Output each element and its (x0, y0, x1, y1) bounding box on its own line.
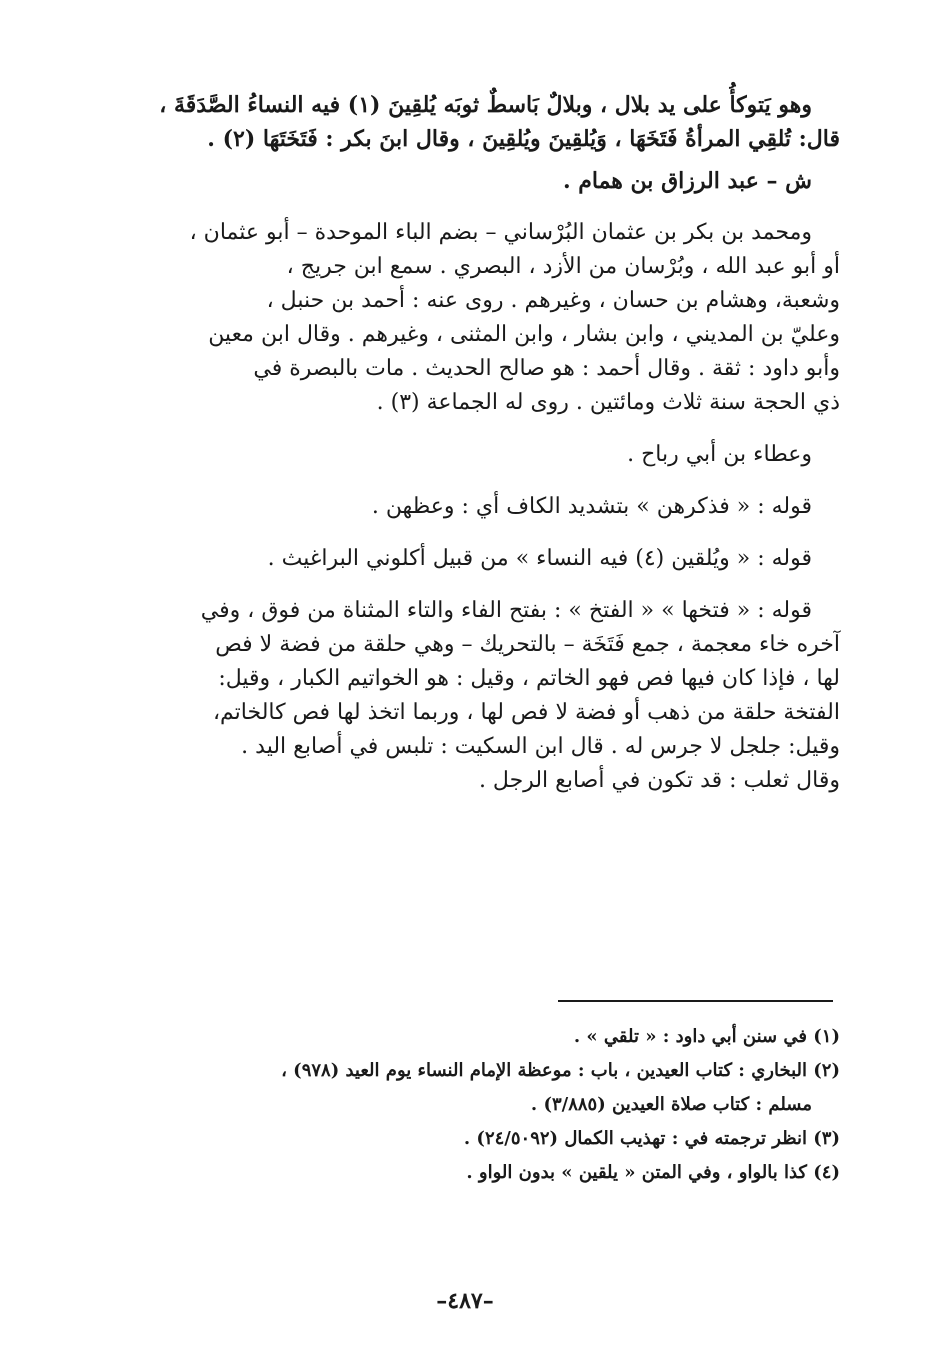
text-line: قوله : « فذكرهن » بتشديد الكاف أي : وعظهن . (371, 494, 812, 519)
footnote-4 (150, 1156, 840, 1190)
paragraph-narrator-2 (150, 216, 840, 420)
text-line: آخره خاء معجمة ، جمع فَتَخَة – بالتحريك – وهي حلقة من فضة لا فص (215, 632, 840, 657)
footnote-divider (558, 1000, 833, 1002)
main-text (150, 88, 840, 798)
text-line: قوله : « ويُلقين (٤) فيه النساء » من قبيل أكلوني البراغيث . (267, 546, 812, 571)
text-line: ذي الحجة سنة ثلاث ومائتين . روى له الجماعة (٣) . (376, 390, 840, 415)
footnote-line: (٢) البخاري : كتاب العيدين ، باب : موعظة الإمام النساء يوم العيد (٩٧٨) ، (281, 1060, 840, 1081)
text-line: ش – عبد الرزاق بن همام . (562, 168, 812, 194)
text-line: لها ، فإذا كان فيها فص فهو الخاتم ، وقيل : هو الخواتيم الكبار ، وقيل: (218, 666, 840, 691)
text-line: أو أبو عبد الله ، وبُرْسان من الأزد ، البصري . سمع ابن جريج ، (286, 254, 840, 279)
text-line: وقيل: جلجل لا جرس له . قال ابن السكيت : تلبس في أصابع اليد . (241, 734, 840, 759)
footnote-3 (150, 1122, 840, 1156)
text-line: وقال ثعلب : قد تكون في أصابع الرجل . (478, 768, 840, 793)
paragraph-commentary-3 (150, 594, 840, 798)
footnote-1 (150, 1020, 840, 1054)
text-line: الفتخة حلقة من ذهب أو فضة لا فص لها ، وربما اتخذ لها فص كالخاتم، (212, 700, 840, 725)
text-line: وعطاء بن أبي رباح . (627, 442, 812, 467)
text-line: وأبو داود : ثقة . وقال أحمد : هو صالح الحديث . مات بالبصرة في (253, 356, 840, 381)
text-line: قوله : « فتخها » « الفتخ » : بفتح الفاء والتاء المثناة من فوق ، وفي (200, 598, 812, 623)
footnote-line: (٣) انظر ترجمته في : تهذيب الكمال (٢٤/٥٠٩٢) . (463, 1128, 840, 1149)
footnote-line: مسلم : كتاب صلاة العيدين (٣/٨٨٥) . (530, 1094, 812, 1115)
paragraph-commentary-1 (150, 490, 840, 524)
text-line: ومحمد بن بكر بن عثمان البُرْساني – بضم الباء الموحدة – أبو عثمان ، (189, 220, 812, 245)
text-line: وشعبة، وهشام بن حسان ، وغيرهم . روى عنه : أحمد بن حنبل ، (266, 288, 840, 313)
text-line: وهو يَتوكأُ على يد بلال ، وبلالٌ بَاسطٌ ثوبَه يُلقِينَ (١) فيه النساءُ الصَّدَقَةَ ، (159, 92, 812, 118)
paragraph-narrator-1 (150, 164, 840, 198)
paragraph-commentary-2 (150, 542, 840, 576)
text-line: وعليّ بن المديني ، وابن بشار ، وابن المثنى ، وغيرهم . وقال ابن معين (208, 322, 840, 347)
footnote-2 (150, 1054, 840, 1122)
paragraph-hadith-quote (150, 88, 840, 156)
footnote-line: (٤) كذا بالواو ، وفي المتن « يلقين » بدون الواو . (466, 1162, 840, 1183)
page-number: –٤٨٧– (436, 1288, 494, 1314)
footnote-line: (١) في سنن أبي داود : « تلقي » . (573, 1026, 840, 1047)
paragraph-narrator-3 (150, 438, 840, 472)
text-line: قال: تُلقِي المرأةُ فَتَخَهَا ، وَيُلقِينَ ويُلقِينَ ، وقال ابنَ بكر : فَتَخَتَهَا (٢) . (207, 126, 840, 152)
footnotes (150, 1020, 840, 1190)
